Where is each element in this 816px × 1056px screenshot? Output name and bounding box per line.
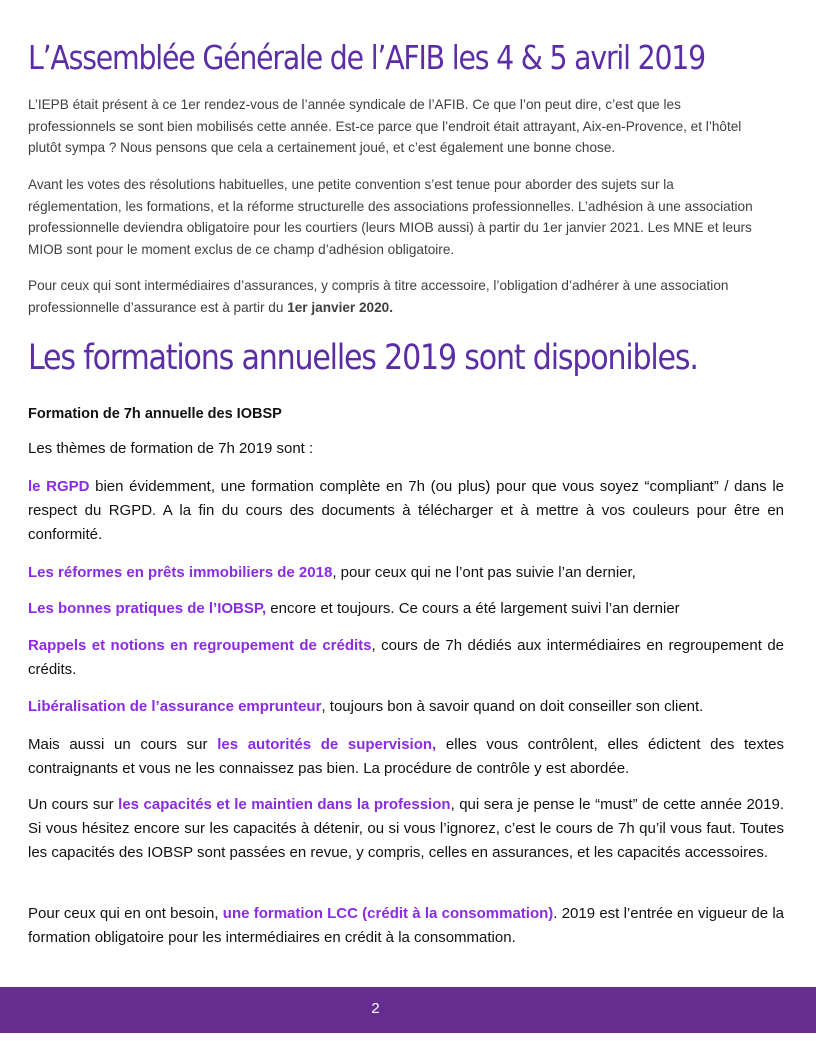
theme-highlight: une formation LCC (crédit à la consommation) — [222, 905, 554, 922]
section-title-assemblee: L’Assemblée Générale de l’AFIB les 4 & 5 avril 2019 — [28, 38, 706, 77]
theme-highlight: les autorités de supervision, — [217, 736, 437, 753]
theme-text: . 2019 est l’entrée en vigueur de la formation obligatoire pour les intermédiaires en crédit à la consommation. — [28, 905, 785, 946]
theme-highlight: Rappels et notions en regroupement de crédits — [28, 637, 372, 654]
intro-paragraph-1: L’IEPB était présent à ce 1er rendez-vous de l’année syndicale de l’AFIB. Ce que l’on peut dire, c’est que les professionnels se sont bien mobilisés cette année. Est-ce parce que l’endroit était attrayant, Aix-en-Provence, et l’hôtel plutôt sympa ? Nous pensons que cela a certainement joué, et c’est également une bonne chose. — [28, 97, 742, 155]
theme-item-rgpd — [28, 475, 784, 547]
theme-prefix: Pour ceux qui en ont besoin, — [28, 905, 223, 922]
theme-text: , cours de 7h dédiés aux intermédiaires en regroupement de crédits. — [28, 637, 784, 678]
theme-prefix: Mais aussi un cours sur — [28, 736, 218, 753]
theme-item-capacites — [28, 793, 784, 865]
theme-highlight: Les réformes en prêts immobiliers de 2018 — [28, 564, 333, 581]
theme-text: , qui sera je pense le “must” de cette année 2019. Si vous hésitez encore sur les capacités à détenir, ou si vous l’ignorez, c’est le cours de 7h qu’il vous faut. Toutes les capacités des IOBSP sont passées en revue, y compris, celles en assurances, et les capacités accessoires. — [28, 796, 784, 861]
theme-text: elles vous contrôlent, elles édictent des textes contraignants et vous ne les connaissez pas bien. La procédure de contrôle y est abordée. — [28, 736, 784, 777]
theme-item-lcc — [28, 902, 784, 950]
theme-highlight: Les bonnes pratiques de l’IOBSP, — [28, 600, 267, 617]
theme-text: , pour ceux qui ne l’ont pas suivie l’an dernier, — [332, 564, 636, 581]
theme-text: encore et toujours. Ce cours a été largement suivi l’an dernier — [266, 600, 680, 617]
theme-highlight: les capacités et le maintien dans la profession — [118, 796, 451, 813]
theme-highlight: le RGPD — [28, 478, 90, 495]
intro-p3-date: 1er janvier 2020. — [287, 299, 393, 315]
intro-paragraph-2: Avant les votes des résolutions habituelles, une petite convention s’est tenue pour aborder des sujets sur la réglementation, les formations, et la réforme structurelle des associations professionnelles. L’adhésion à une association professionnelle deviendra obligatoire pour les courtiers (leurs MIOB aussi) à partir du 1er janvier 2021. Les MNE et leurs MIOB sont pour le moment exclus de ce champ d’adhésion obligatoire. — [28, 177, 753, 257]
theme-item-autorites — [28, 733, 784, 781]
theme-text: , toujours bon à savoir quand on doit conseiller son client. — [321, 698, 704, 715]
theme-text: bien évidemment, une formation complète en 7h (ou plus) pour que vous soyez “compliant” / dans le respect du RGPD. A la fin du cours des documents à télécharger et à mettre à vos couleurs pour être en conformité. — [28, 478, 784, 543]
theme-item-reformes — [28, 561, 784, 585]
page-number: 2 — [371, 1000, 380, 1017]
theme-item-liberalisation — [28, 695, 784, 719]
themes-intro: Les thèmes de formation de 7h 2019 sont : — [28, 440, 314, 457]
intro-p3-text: Pour ceux qui sont intermédiaires d’assurances, y compris à titre accessoire, l’obligation d’adhérer à une association professionnelle d’assurance est à partir du — [28, 278, 729, 315]
formation-subheading: Formation de 7h annuelle des IOBSP — [28, 406, 282, 422]
section-title-formations: Les formations annuelles 2019 sont disponibles. — [28, 338, 698, 378]
intro-paragraph-3 — [28, 275, 768, 318]
theme-item-bonnes-pratiques — [28, 597, 784, 621]
page-footer — [0, 987, 816, 1033]
theme-item-rappels — [28, 634, 784, 682]
theme-prefix: Un cours sur — [28, 796, 119, 813]
theme-highlight: Libéralisation de l’assurance emprunteur — [28, 698, 322, 715]
